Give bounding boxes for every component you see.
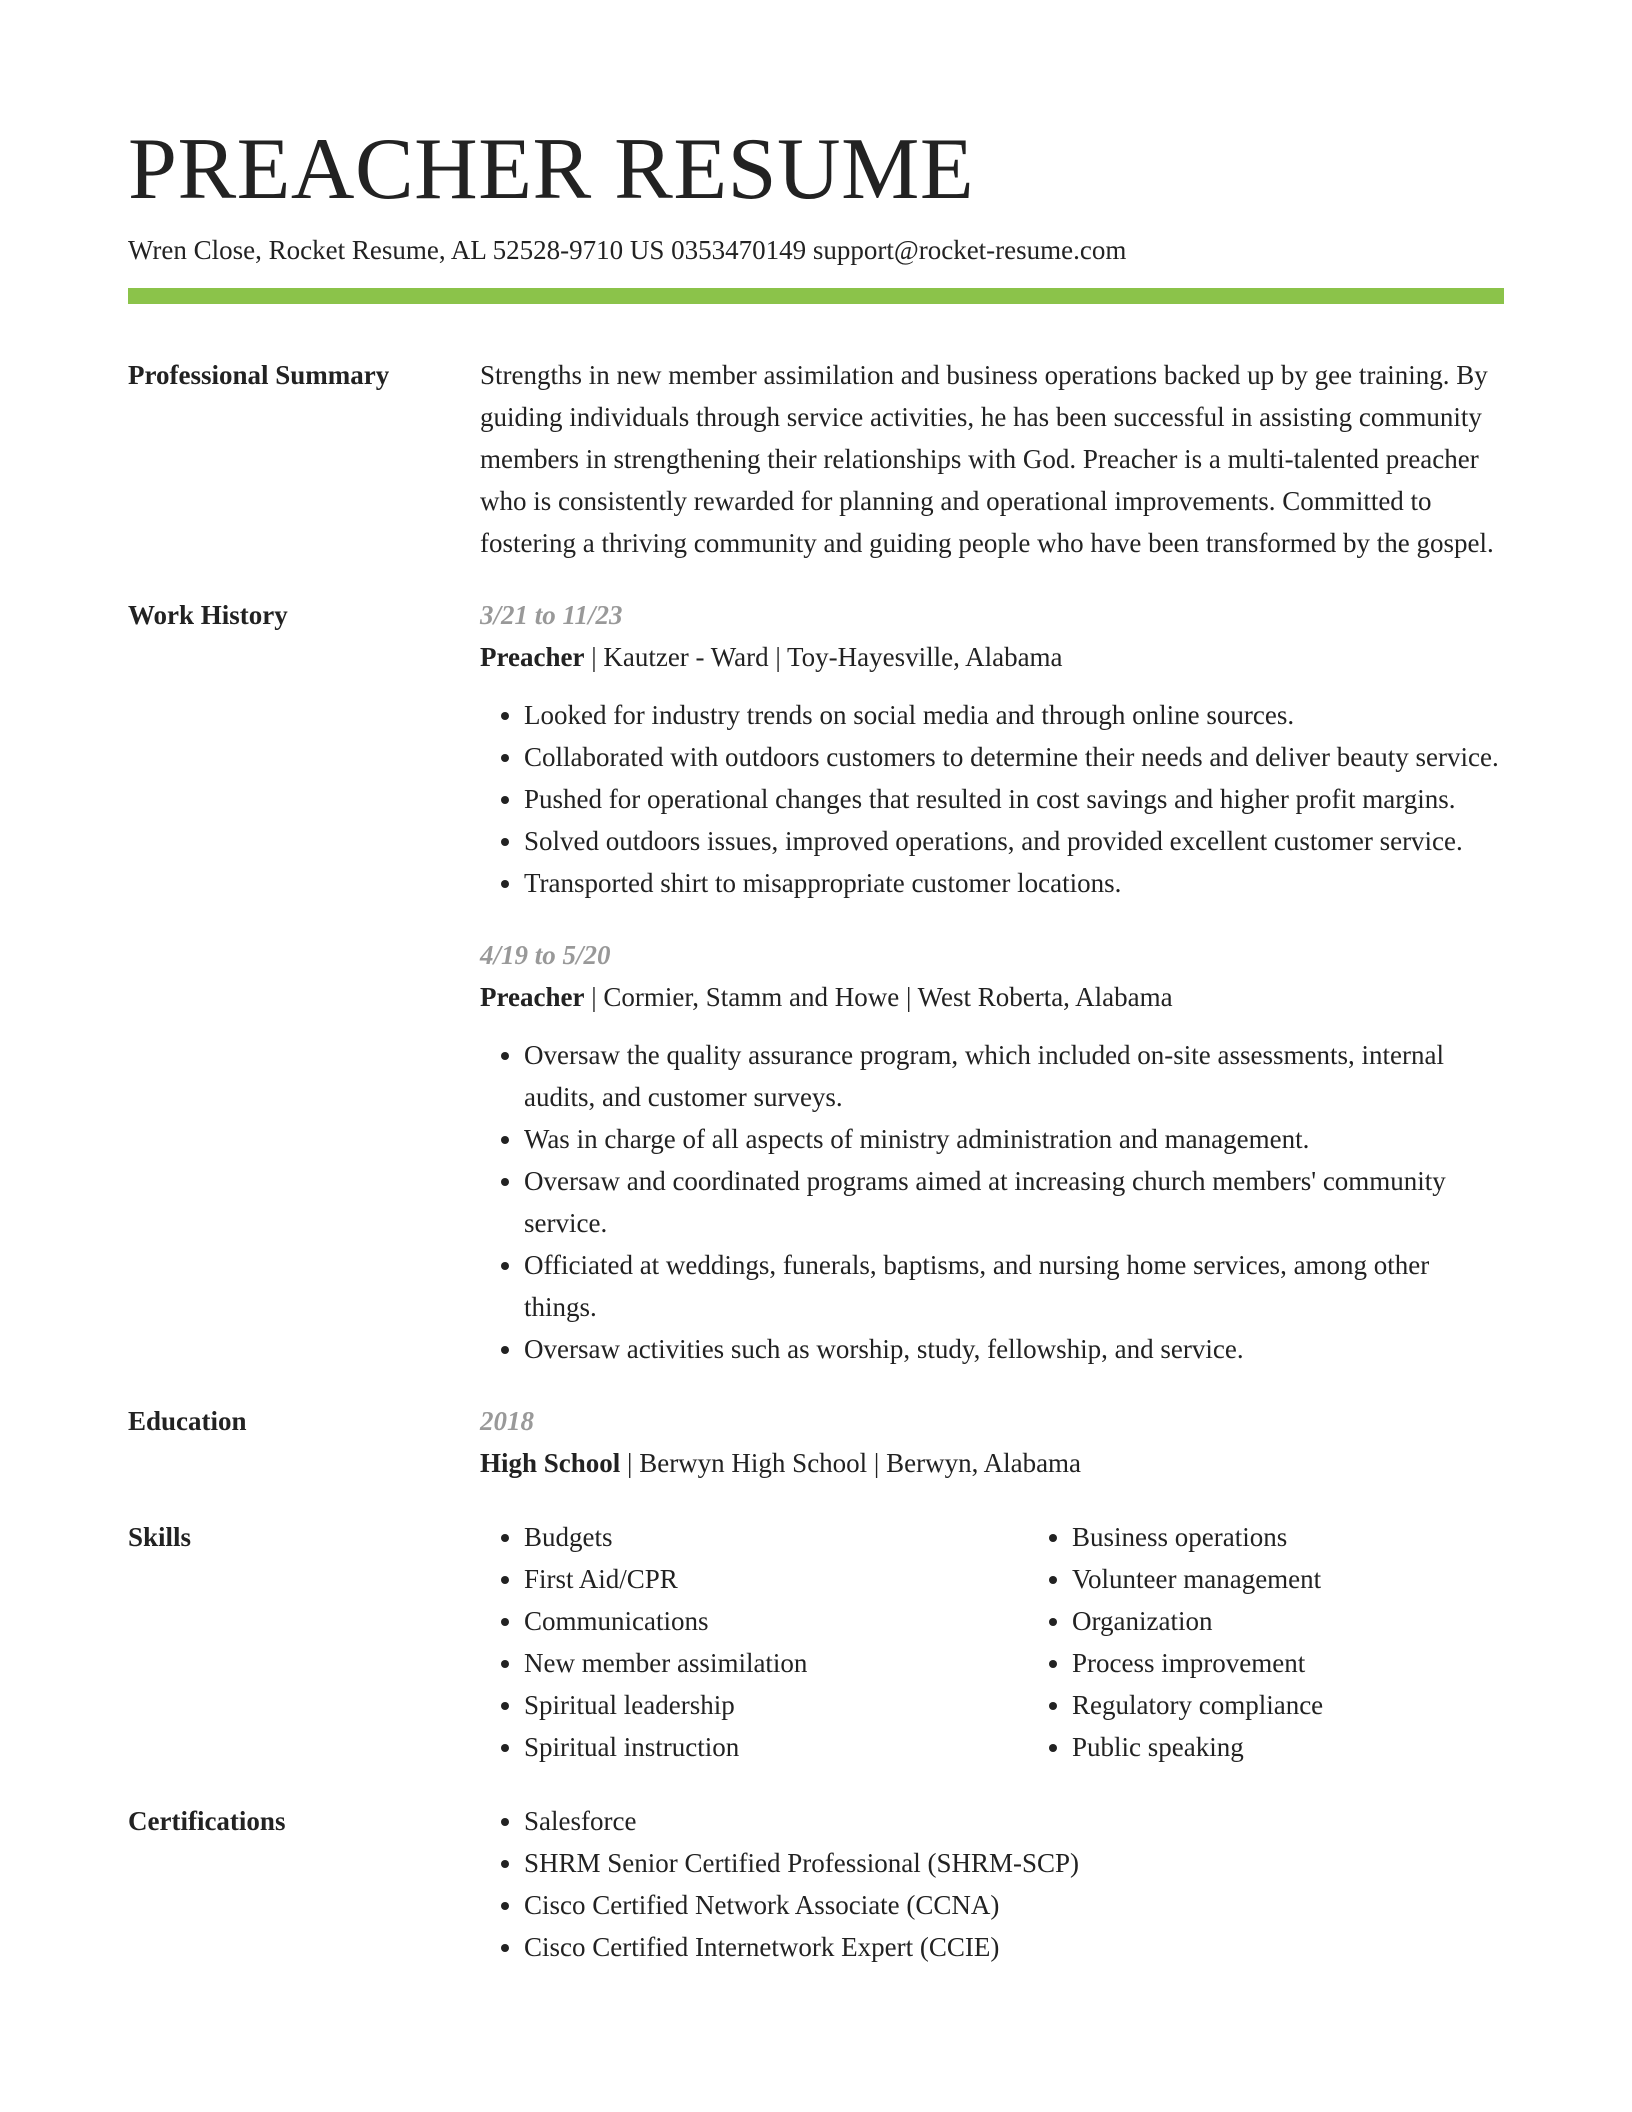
work-history-section — [128, 594, 1504, 1370]
list-item: • Business operations — [1072, 1516, 1504, 1558]
section-label-summary: Professional Summary — [128, 360, 390, 390]
job-title: Preacher — [480, 982, 585, 1012]
certifications-list — [480, 1800, 1504, 1968]
list-item: • Oversaw and coordinated programs aimed at increasing church members' community service. — [524, 1160, 1504, 1244]
list-item: • Spiritual leadership — [524, 1684, 1028, 1726]
contact-line: Wren Close, Rocket Resume, AL 52528-9710 US 0353470149 support@rocket-resume.com — [128, 235, 1127, 265]
list-item: • First Aid/CPR — [524, 1558, 1028, 1600]
list-item: • Oversaw activities such as worship, study, fellowship, and service. — [524, 1328, 1504, 1370]
skills-column-right — [1028, 1516, 1504, 1768]
list-item: • Budgets — [524, 1516, 1028, 1558]
list-item: • Transported shirt to misappropriate customer locations. — [524, 862, 1504, 904]
summary-text: Strengths in new member assimilation and business operations backed up by gee training. By guiding individuals through service activities, he has been successful in assisting community members in strengthening their relationships with God. Preacher is a multi-talented preacher who is consistently rewarded for planning and operational improvements. Committed to fostering a thriving community and guiding people who have been transformed by the gospel. — [480, 360, 1494, 558]
section-label-work: Work History — [128, 600, 288, 630]
list-item: • SHRM Senior Certified Professional (SHRM-SCP) — [524, 1842, 1504, 1884]
job-bullets — [480, 694, 1504, 904]
education-date: 2018 — [480, 1406, 534, 1436]
list-item: • Officiated at weddings, funerals, baptisms, and nursing home services, among other things. — [524, 1244, 1504, 1328]
list-item: • Pushed for operational changes that resulted in cost savings and higher profit margins. — [524, 778, 1504, 820]
skills-column-left — [480, 1516, 1028, 1768]
education-degree: High School — [480, 1448, 621, 1478]
skills-grid — [480, 1516, 1504, 1768]
job-entry — [480, 594, 1504, 904]
job-details: | Kautzer - Ward | Toy-Hayesville, Alabama — [584, 642, 1063, 672]
list-item: • Cisco Certified Network Associate (CCNA) — [524, 1884, 1504, 1926]
list-item: • Organization — [1072, 1600, 1504, 1642]
list-item: • Oversaw the quality assurance program, which included on-site assessments, internal audits, and customer surveys. — [524, 1034, 1504, 1118]
section-label-skills: Skills — [128, 1522, 192, 1552]
job-title: Preacher — [480, 642, 585, 672]
job-entry — [480, 934, 1504, 1370]
job-dates: 4/19 to 5/20 — [480, 940, 611, 970]
job-dates: 3/21 to 11/23 — [480, 600, 623, 630]
job-heading — [480, 636, 1504, 678]
list-item: • Public speaking — [1072, 1726, 1504, 1768]
resume-page — [128, 120, 1504, 1968]
list-item: • Solved outdoors issues, improved operations, and provided excellent customer service. — [524, 820, 1504, 862]
section-label-education: Education — [128, 1406, 247, 1436]
certifications-section — [128, 1800, 1504, 1968]
list-item: • Salesforce — [524, 1800, 1504, 1842]
header-divider — [128, 288, 1504, 304]
list-item: • Regulatory compliance — [1072, 1684, 1504, 1726]
education-section — [128, 1400, 1504, 1484]
skills-section — [128, 1516, 1504, 1768]
education-details: | Berwyn High School | Berwyn, Alabama — [620, 1448, 1082, 1478]
section-label-certifications: Certifications — [128, 1806, 286, 1836]
list-item: • Looked for industry trends on social media and through online sources. — [524, 694, 1504, 736]
summary-section — [128, 354, 1504, 564]
list-item: • Was in charge of all aspects of ministry administration and management. — [524, 1118, 1504, 1160]
list-item: • Volunteer management — [1072, 1558, 1504, 1600]
resume-title: PREACHER RESUME — [128, 121, 975, 218]
education-body — [480, 1400, 1504, 1484]
list-item: • Collaborated with outdoors customers to determine their needs and deliver beauty service. — [524, 736, 1504, 778]
education-heading — [480, 1442, 1504, 1484]
job-details: | Cormier, Stamm and Howe | West Roberta, Alabama — [584, 982, 1173, 1012]
work-history-body — [480, 594, 1504, 1370]
list-item: • Spiritual instruction — [524, 1726, 1028, 1768]
list-item: • Cisco Certified Internetwork Expert (CCIE) — [524, 1926, 1504, 1968]
job-bullets — [480, 1034, 1504, 1370]
certifications-body — [480, 1800, 1504, 1968]
list-item: • New member assimilation — [524, 1642, 1028, 1684]
list-item: • Process improvement — [1072, 1642, 1504, 1684]
job-heading — [480, 976, 1504, 1018]
list-item: • Communications — [524, 1600, 1028, 1642]
